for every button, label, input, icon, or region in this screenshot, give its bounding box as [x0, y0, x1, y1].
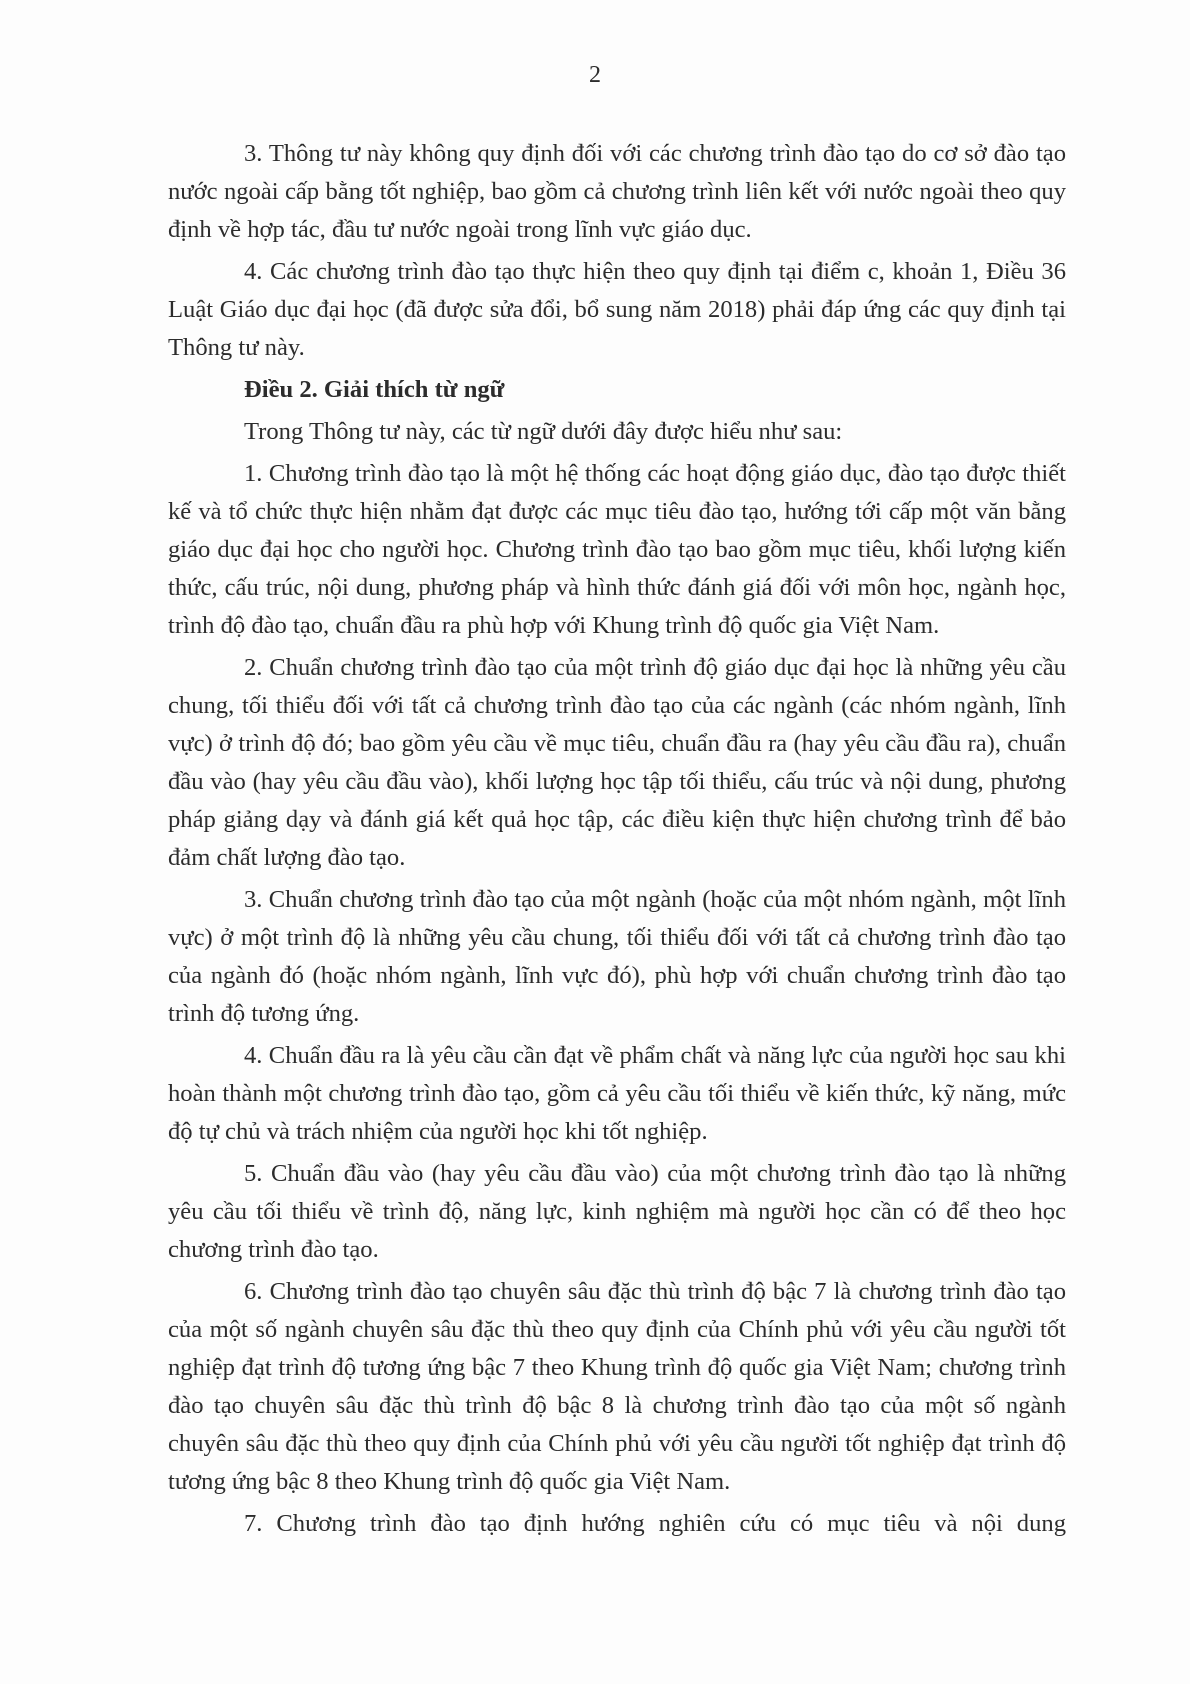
definition-4: 4. Chuẩn đầu ra là yêu cầu cần đạt về phẩm chất và năng lực của người học sau khi hoàn thành một chương trình đào tạo, gồm cả yêu cầu tối thiểu về kiến thức, kỹ năng, mức độ tự chủ và trách nhiệm của người học khi tốt nghiệp. [168, 1042, 1066, 1145]
definition-1: 1. Chương trình đào tạo là một hệ thống các hoạt động giáo dục, đào tạo được thiết kế và tổ chức thực hiện nhằm đạt được các mục tiêu đào tạo, hướng tới cấp một văn bằng giáo dục đại học cho người học. Chương trình đào tạo bao gồm mục tiêu, khối lượng kiến thức, cấu trúc, nội dung, phương pháp và hình thức đánh giá đối với môn học, ngành học, trình độ đào tạo, chuẩn đầu ra phù hợp với Khung trình độ quốc gia Việt Nam. [168, 460, 1066, 639]
paragraph-clause-4: 4. Các chương trình đào tạo thực hiện theo quy định tại điểm c, khoản 1, Điều 36 Luật Giáo dục đại học (đã được sửa đổi, bổ sung năm 2018) phải đáp ứng các quy định tại Thông tư này. [168, 258, 1066, 361]
article-heading: Điều 2. Giải thích từ ngữ [244, 376, 505, 403]
document-body [168, 135, 1066, 1547]
paragraph-clause-3: 3. Thông tư này không quy định đối với các chương trình đào tạo do cơ sở đào tạo nước ngoài cấp bằng tốt nghiệp, bao gồm cả chương trình liên kết với nước ngoài theo quy định về hợp tác, đầu tư nước ngoài trong lĩnh vực giáo dục. [168, 140, 1066, 243]
definition-6: 6. Chương trình đào tạo chuyên sâu đặc thù trình độ bậc 7 là chương trình đào tạo của một số ngành chuyên sâu đặc thù theo quy định của Chính phủ với yêu cầu người tốt nghiệp đạt trình độ tương ứng bậc 7 theo Khung trình độ quốc gia Việt Nam; chương trình đào tạo chuyên sâu đặc thù trình độ bậc 8 là chương trình đào tạo của một số ngành chuyên sâu đặc thù theo quy định của Chính phủ với yêu cầu người tốt nghiệp đạt trình độ tương ứng bậc 8 theo Khung trình độ quốc gia Việt Nam. [168, 1278, 1066, 1495]
definition-3: 3. Chuẩn chương trình đào tạo của một ngành (hoặc của một nhóm ngành, một lĩnh vực) ở một trình độ là những yêu cầu chung, tối thiểu đối với tất cả chương trình đào tạo của ngành đó (hoặc nhóm ngành, lĩnh vực đó), phù hợp với chuẩn chương trình đào tạo trình độ tương ứng. [168, 886, 1066, 1027]
page-number: 2 [589, 62, 601, 88]
paragraph-intro: Trong Thông tư này, các từ ngữ dưới đây được hiểu như sau: [244, 418, 843, 445]
definition-7: 7. Chương trình đào tạo định hướng nghiên cứu có mục tiêu và nội dung [244, 1510, 1066, 1537]
definition-2: 2. Chuẩn chương trình đào tạo của một trình độ giáo dục đại học là những yêu cầu chung, tối thiểu đối với tất cả chương trình đào tạo của các ngành (các nhóm ngành, lĩnh vực) ở trình độ đó; bao gồm yêu cầu về mục tiêu, chuẩn đầu ra (hay yêu cầu đầu ra), chuẩn đầu vào (hay yêu cầu đầu vào), khối lượng học tập tối thiểu, cấu trúc và nội dung, phương pháp giảng dạy và đánh giá kết quả học tập, các điều kiện thực hiện chương trình để bảo đảm chất lượng đào tạo. [168, 654, 1066, 871]
definition-5: 5. Chuẩn đầu vào (hay yêu cầu đầu vào) của một chương trình đào tạo là những yêu cầu tối thiểu về trình độ, năng lực, kinh nghiệm mà người học cần có để theo học chương trình đào tạo. [168, 1160, 1066, 1263]
